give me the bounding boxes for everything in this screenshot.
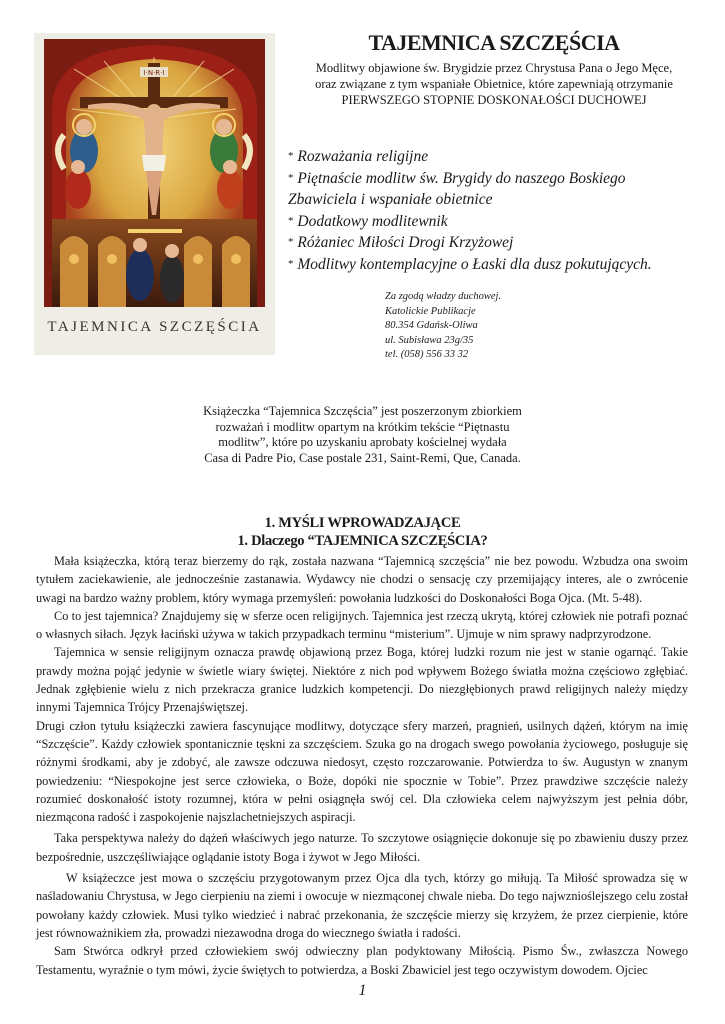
body-paragraph: Drugi człon tytułu książeczki zawiera fascynujące modlitwy, dotyczące sfery marzeń, pragnień, usilnych dążeń, którym na imię “Szczęście”. Każdy człowiek spontanicznie tęskni za szczęściem. Szuka go na drogach swego powołania życiowego, posługuje się różnymi środkami, aby je zdobyć, ale zawsze odczuwa niedosyt, często rozczarowanie. Potwierdza to św. Augustyn w znanym powiedzeniu: “Niespokojne jest serce człowieka, o Boże, dopóki nie spocznie w Tobie”. Przez prawdziwe szczęście należy rozumieć doskonałość istoty rozumnej, która w pełni osiągnęła swój cel. Dla człowieka celem najwyższym jest pełnia dóbr, niezmącona radość i zaspokojenie najszlachetniejszych aspiracji. xyxy=(36,718,688,825)
intro-line: Książeczka “Tajemnica Szczęścia” jest poszerzonym zbiorkiem xyxy=(203,404,522,418)
subtitle-line: PIERWSZEGO STOPNIE DOSKONAŁOŚCI DUCHOWEJ xyxy=(341,93,647,107)
body-paragraph: Sam Stwórca odkrył przed człowiekiem swój odwieczny plan podyktowany Miłością. Pismo Św., zwłaszcza Nowego Testamentu, wyraźnie o tym mówi, życie świętych to potwierdza, a Boski Zbawiciel jest tego oczywistym dowodem. Ojciec xyxy=(36,944,688,977)
crucifixion-artwork xyxy=(44,39,265,307)
contents-item xyxy=(288,168,708,190)
section-heading: 1. MYŚLI WPROWADZAJĄCE xyxy=(264,515,461,531)
body-paragraph: W książeczce jest mowa o szczęściu przygotowanym przez Ojca dla tych, którzy go miłują. Ta Miłość sprowadza się w naśladowaniu Chrystusa, w Jego cierpieniu na ziemi i owocuje w niezmąconej chwale nieba. Do tego najwznioślejszego celu został powołany każdy człowiek. Musi tylko wiedzieć i nabrać przekonania, że szczęście mierzy się krzyżem, że przez cierpienie, które jest równoważnikiem zła, prowadzi niezawodna droga do wiecznego światła i radości. xyxy=(36,871,688,940)
publisher-line: Za zgodą władzy duchowej. xyxy=(385,291,502,302)
intro-line: Casa di Padre Pio, Case postale 231, Saint-Remi, Que, Canada. xyxy=(204,450,521,465)
asterisk-icon: * xyxy=(288,150,294,162)
asterisk-icon: * xyxy=(288,257,294,270)
contents-list xyxy=(288,146,708,276)
body-text xyxy=(36,552,688,979)
subtitle-line: oraz związane z tym wspaniałe Obietnice, które zapewniają otrzymanie xyxy=(315,77,673,91)
page-number: 1 xyxy=(358,982,367,999)
asterisk-icon: * xyxy=(288,171,294,184)
contents-item-text: Różaniec Miłości Drogi Krzyżowej xyxy=(297,234,514,252)
body-paragraph: Co to jest tajemnica? Znajdujemy się w sferze ocen religijnych. Tajemnica jest rzeczą ukrytą, której człowiek nie potrafi poznać o własnych siłach. Język łaciński używa w takich przypadkach terminu “misterium”. Ujmuje w nim sprawy nadprzyrodzone. xyxy=(36,608,688,642)
cover-image xyxy=(34,33,275,355)
inri-inscription: I·N·R·I xyxy=(143,69,165,77)
subtitle-line: Modlitwy objawione św. Brygidzie przez Chrystusa Pana o Jego Męce, xyxy=(315,61,673,75)
contents-item-continuation: Zbawiciela i wspaniałe obietnice xyxy=(288,191,493,209)
cover-title: TAJEMNICA SZCZĘŚCIA xyxy=(47,319,262,335)
asterisk-icon: * xyxy=(288,236,294,249)
intro-line: modlitw”, które po uzyskaniu aprobaty kościelnej wydała xyxy=(218,435,507,449)
intro-line: rozważań i modlitw opartym na krótkim tekście “Piętnastu xyxy=(215,419,510,434)
crucifixion-illustration xyxy=(44,39,265,307)
publisher-line: tel. (058) 556 33 32 xyxy=(385,349,469,360)
publisher-line: 80.354 Gdańsk-Oliwa xyxy=(385,320,478,331)
contents-item xyxy=(288,232,708,254)
contents-item xyxy=(288,211,708,233)
body-paragraph: Taka perspektywa należy do dążeń właściwych jego naturze. To szczytowe osiągnięcie dokonuje się po zbawieniu duszy przez bezpośrednie, uszczęśliwiające oglądanie istoty Boga i żywot w Jego Miłości. xyxy=(36,831,688,864)
contents-item-text: Dodatkowy modlitewnik xyxy=(297,212,448,230)
document-title: TAJEMNICA SZCZĘŚCIA xyxy=(368,30,620,55)
document-subtitle xyxy=(280,60,708,108)
section-subheading: 1. Dlaczego “TAJEMNICA SZCZĘŚCIA? xyxy=(237,533,488,549)
asterisk-icon: * xyxy=(288,214,294,227)
publisher-info xyxy=(385,290,501,363)
intro-note xyxy=(150,404,575,466)
contents-item-text: Rozważania religijne xyxy=(297,148,429,165)
contents-item xyxy=(288,254,708,276)
body-paragraph: Mała książeczka, którą teraz bierzemy do rąk, została nazwana “Tajemnicą szczęścia” nie bez powodu. Wzbudza ona swoim tytułem zaciekawienie, ale jednocześnie zastanawia. Wydawcy nie chodzi o sensację czy przemijający interes, ale o zwrócenie uwagi na bardzo ważny problem, który wymaga przemyśleń: powołania ludzkości do Doskonałości Boga Ojca. (Mt. 5-48). xyxy=(36,554,688,605)
contents-item-text: Piętnaście modlitw św. Brygidy do naszego Boskiego xyxy=(297,169,626,187)
body-paragraph: Tajemnica w sensie religijnym oznacza prawdę objawioną przez Boga, której ludzki rozum nie jest w stanie ogarnąć. Takie prawdy można pojąć jedynie w świetle wiary świętej. Niektóre z nich pod wpływem Bożego światła można częściowo zgłębiać. Jednak zgłębienie wielu z nich przekracza granice ludzkich kompetencji. Do niezgłębionych prawd religijnych należy między innymi Tajemnica Trójcy Przenajświętszej. xyxy=(36,645,688,715)
contents-item-text: Modlitwy kontemplacyjne o Łaski dla dusz pokutujących. xyxy=(297,255,652,273)
publisher-line: Katolickie Publikacje xyxy=(385,305,476,317)
publisher-line: ul. Subisława 23g/35 xyxy=(385,334,474,346)
contents-item xyxy=(288,146,708,168)
